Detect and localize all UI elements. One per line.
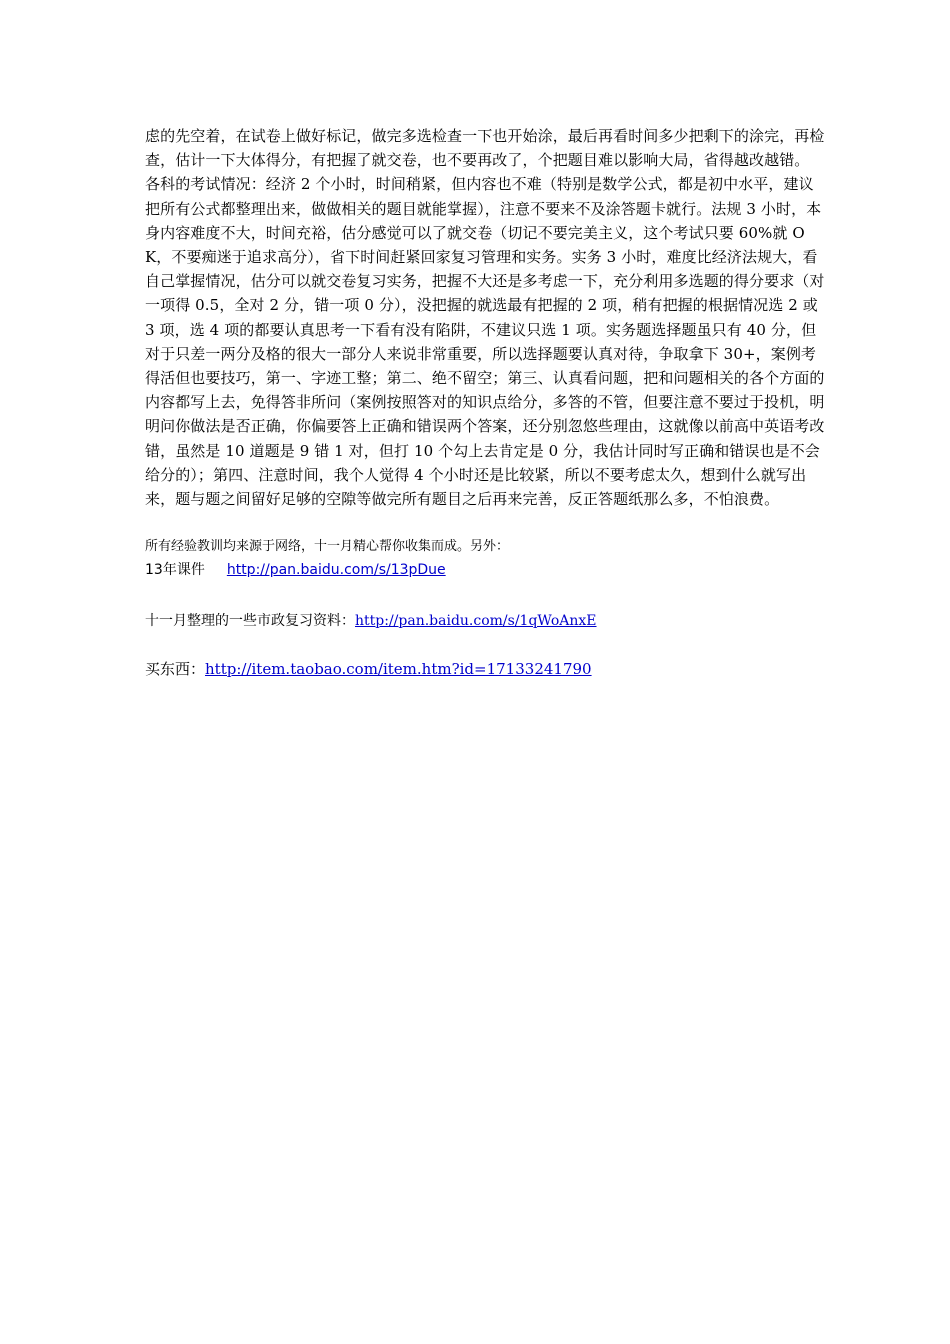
review-link[interactable]: http://pan.baidu.com/s/1qWoAnxE xyxy=(355,613,597,630)
review-label: 十一月整理的一些市政复习资料： xyxy=(145,613,355,630)
source-note: 所有经验教训均来源于网络，十一月精心帮你收集而成。另外： xyxy=(145,539,510,555)
course-line xyxy=(145,559,825,581)
paragraph-subject-situation: 各科的考试情况：经济 2 个小时，时间稍紧，但内容也不难（特别是数学公式，都是初中水平，建议把所有公式都整理出来，做做相关的题目就能掌握），注意不要来不及涂答题卡就行。法规 3 小时，本身内容难度不大，时间充裕，估分感觉可以了就交卷（切记不要完美主义，这个考试只要 60%就 OK，不要痴迷于追求高分），省下时间赶紧回家复习管理和实务。实务 3 小时，难度比经济法规大，看自己掌握情况，估分可以就交卷复习实务，把握不大还是多考虑一下，充分利用多选题的得分要求（对一项得 0.5，全对 2 分，错一项 0 分），没把握的就选最有把握的 2 项，稍有把握的根据情况选 2 或 3 项，选 4 项的都要认真思考一下看有没有陷阱，不建议只选 1 项。实务题选择题虽只有 40 分，但对于只差一两分及格的很大一部分人来说非常重要，所以选择题要认真对待，争取拿下 30+，案例考得活但也要技巧，第一、字迹工整；第二、绝不留空；第三、认真看问题，把和问题相关的各个方面的内容都写上去，免得答非所问（案例按照答对的知识点给分，多答的不管，但要注意不要过于投机，明明问你做法是否正确，你偏要答上正确和错误两个答案，还分别忽悠些理由，这就像以前高中英语考改错，虽然是 10 道题是 9 错 1 对，但打 10 个勾上去肯定是 0 分，我估计同时写正确和错误也是不会给分的）；第四、注意时间，我个人觉得 4 个小时还是比较紧，所以不要考虑太久，想到什么就写出来，题与题之间留好足够的空隙等做完所有题目之后再来完善，反正答题纸那么多，不怕浪费。 xyxy=(145,175,825,509)
course-link[interactable]: http://pan.baidu.com/s/13pDue xyxy=(226,562,446,579)
buy-line xyxy=(145,658,825,680)
review-line xyxy=(145,610,825,632)
buy-link[interactable]: http://item.taobao.com/item.htm?id=17133241790 xyxy=(205,660,592,679)
course-label: 13年课件 xyxy=(145,562,205,579)
paragraph-exam-strategy: 虑的先空着，在试卷上做好标记，做完多选检查一下也开始涂，最后再看时间多少把剩下的涂完，再检查，估计一下大体得分，有把握了就交卷，也不要再改了，个把题目难以影响大局，省得越改越错。 xyxy=(145,127,825,170)
document-page xyxy=(145,124,825,680)
buy-label: 买东西： xyxy=(145,660,206,679)
